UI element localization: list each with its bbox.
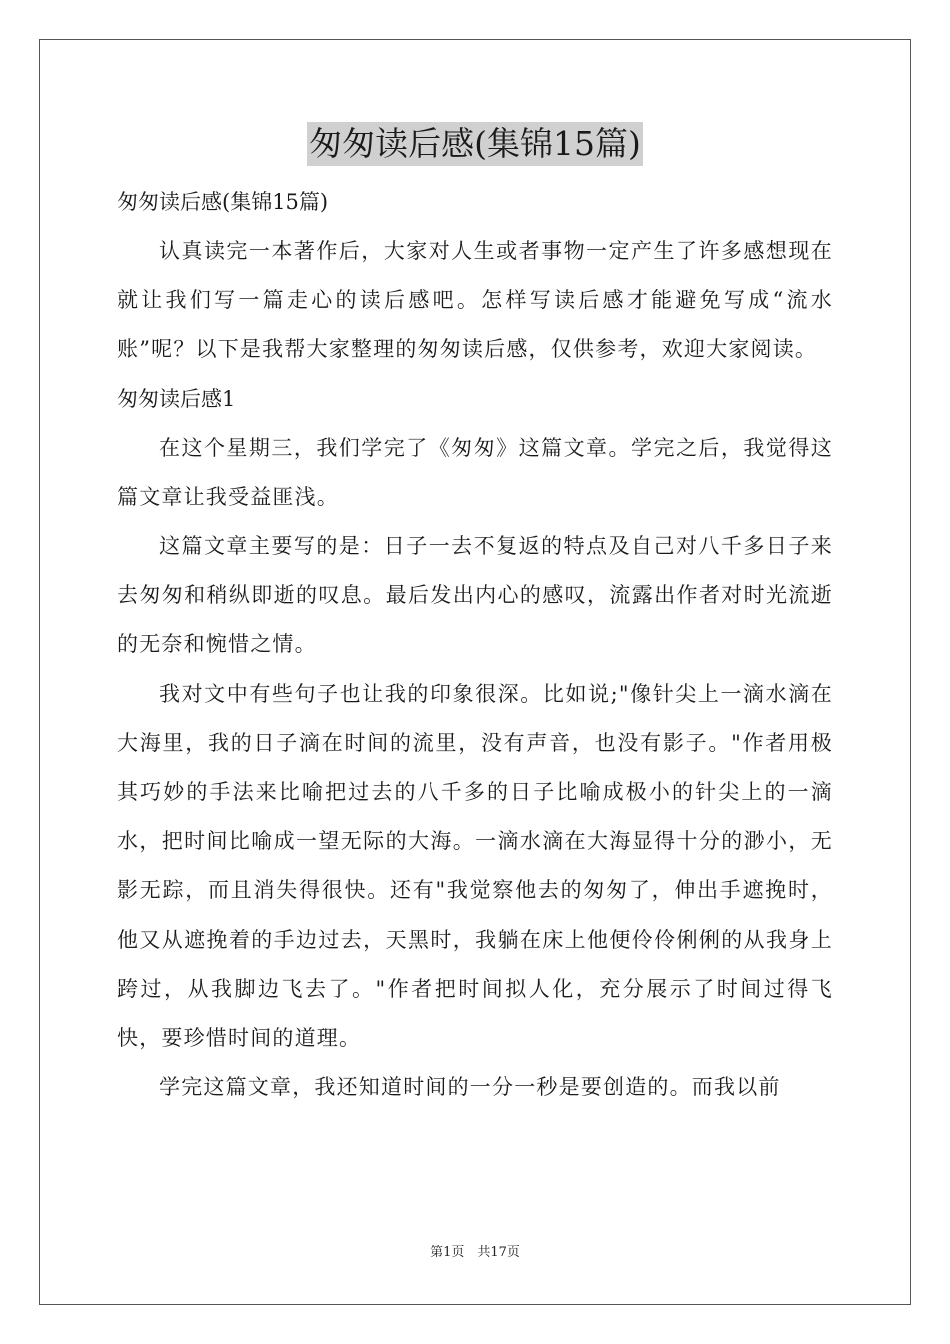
section-heading: 匆匆读后感1: [117, 386, 236, 411]
document-subtitle: 匆匆读后感(集锦15篇): [117, 190, 329, 214]
body-paragraph: 我对文中有些句子也让我的印象很深。比如说;"像针尖上一滴水滴在大海里，我的日子滴在时间的流里，没有声音，也没有影子。"作者用极其巧妙的手法来比喻把过去的八千多的日子比喻成极小的针尖上的一滴水，把时间比喻成一望无际的大海。一滴水滴在大海显得十分的渺小，无影无踪，而且消失得很快。还有"我觉察他去的匆匆了，伸出手遮挽时，他又从遮挽着的手边过去，天黑时，我躺在床上他便伶伶俐俐的从我身上跨过，从我脚边飞去了。"作者把时间拟人化，充分展示了时间过得飞快，要珍惜时间的道理。: [117, 681, 833, 1051]
body-paragraph: 学完这篇文章，我还知道时间的一分一秒是要创造的。而我以前: [159, 1075, 781, 1100]
body-paragraph: 在这个星期三，我们学完了《匆匆》这篇文章。学完之后，我觉得这篇文章让我受益匪浅。: [117, 435, 833, 509]
document-body: [117, 178, 833, 1112]
page-number-footer: 第1页 共17页: [430, 1245, 520, 1260]
intro-paragraph: 认真读完一本著作后，大家对人生或者事物一定产生了许多感想现在就让我们写一篇走心的读后感吧。怎样写读后感才能避免写成“流水账”呢？以下是我帮大家整理的匆匆读后感，仅供参考，欢迎大家阅读。: [117, 239, 833, 362]
document-title: 匆匆读后感(集锦15篇): [307, 122, 643, 166]
title-container: [0, 122, 950, 166]
body-paragraph: 这篇文章主要写的是：日子一去不复返的特点及自己对八千多日子来去匆匆和稍纵即逝的叹息。最后发出内心的感叹，流露出作者对时光流逝的无奈和惋惜之情。: [117, 534, 833, 657]
